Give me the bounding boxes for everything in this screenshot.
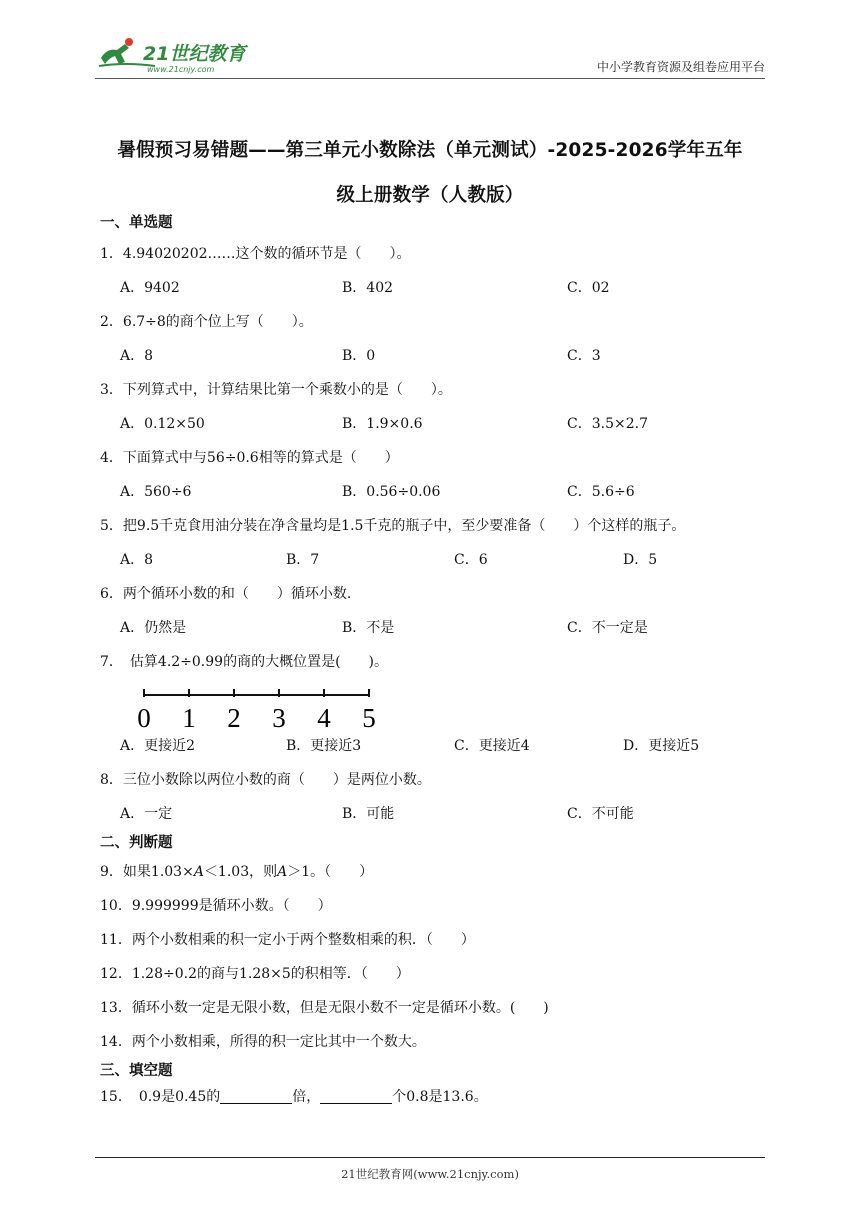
- question-1-options: [100, 271, 760, 305]
- number-line-label: 1: [182, 703, 196, 731]
- title-line-1: 暑假预习易错题——第三单元小数除法（单元测试）-2025-2026学年五年: [117, 140, 743, 161]
- section-heading-true-false: 二、判断题: [100, 835, 173, 851]
- number-line-svg: [133, 687, 383, 731]
- question-3: 3．下列算式中，计算结果比第一个乘数小的是（ ）。: [100, 382, 452, 398]
- option-d[interactable]: D．5: [623, 552, 658, 568]
- option-b[interactable]: B．0.56÷0.06: [342, 484, 441, 500]
- question-body: [100, 209, 760, 1111]
- question-2: 2．6.7÷8的商个位上写（ ）。: [100, 314, 313, 330]
- question-7: 7． 估算4.2÷0.99的商的大概位置是( )。: [100, 654, 388, 670]
- number-line-label: 3: [272, 703, 286, 731]
- option-a[interactable]: A．560÷6: [120, 484, 192, 500]
- question-4: 4．下面算式中与56÷0.6相等的算式是（ ）: [100, 450, 399, 466]
- option-d[interactable]: D．更接近5: [623, 738, 700, 754]
- question-8-options: [100, 797, 760, 831]
- section-heading-fill-in: 三、填空题: [100, 1063, 173, 1079]
- question-5-options: [100, 543, 760, 577]
- option-a[interactable]: A．8: [120, 552, 154, 568]
- question-9: [100, 855, 760, 889]
- question-7-options: [100, 729, 760, 763]
- option-b[interactable]: B．0: [342, 348, 376, 364]
- option-a[interactable]: A．0.12×50: [120, 416, 205, 432]
- answer-blank-1[interactable]: [220, 1087, 292, 1104]
- option-a[interactable]: A．一定: [120, 806, 173, 822]
- question-6-options: [100, 611, 760, 645]
- q9-text-post: ＞1。（ ）: [287, 864, 374, 880]
- q9-variable-a: A: [193, 864, 204, 880]
- option-c[interactable]: C．3.5×2.7: [567, 416, 648, 432]
- question-11: 11．两个小数相乘的积一定小于两个整数相乘的积．（ ）: [100, 932, 475, 948]
- q9-variable-a: A: [277, 864, 288, 880]
- page-header: [95, 34, 765, 79]
- question-1: 1．4.94020202……这个数的循环节是（ ）。: [100, 246, 411, 262]
- question-5: 5．把9.5千克食用油分装在净含量均是1.5千克的瓶子中，至少要准备（ ）个这样的瓶子。: [100, 518, 686, 534]
- question-2-options: [100, 339, 760, 373]
- option-a[interactable]: A．仍然是: [120, 620, 187, 636]
- option-a[interactable]: A．8: [120, 348, 154, 364]
- option-b[interactable]: B．可能: [342, 806, 395, 822]
- question-10: 10．9.999999是循环小数。（ ）: [100, 898, 332, 914]
- question-13: 13．循环小数一定是无限小数，但是无限小数不一定是循环小数。( ): [100, 1000, 549, 1016]
- page-title: [95, 128, 765, 218]
- answer-blank-2[interactable]: [320, 1087, 392, 1104]
- svg-text:21世纪教育: 21世纪教育: [143, 43, 246, 65]
- option-c[interactable]: C．不一定是: [567, 620, 648, 636]
- question-6: 6．两个循环小数的和（ ）循环小数.: [100, 586, 352, 602]
- option-b[interactable]: B．7: [286, 552, 320, 568]
- site-logo: [95, 36, 255, 76]
- question-15: [100, 1083, 760, 1111]
- option-c[interactable]: C．5.6÷6: [567, 484, 635, 500]
- q9-text-mid: ＜1.03，则: [203, 864, 278, 880]
- option-b[interactable]: B．402: [342, 280, 394, 296]
- option-c[interactable]: C．3: [567, 348, 601, 364]
- question-12: 12．1.28÷0.2的商与1.28×5的积相等．（ ）: [100, 966, 410, 982]
- option-b[interactable]: B．1.9×0.6: [342, 416, 423, 432]
- svg-text:www.21cnjy.com: www.21cnjy.com: [147, 65, 215, 74]
- number-line-figure: [100, 679, 760, 729]
- q15-text-2: 倍，: [292, 1089, 321, 1105]
- question-14: 14．两个小数相乘，所得的积一定比其中一个数大。: [100, 1034, 426, 1050]
- option-b[interactable]: B．更接近3: [286, 738, 362, 754]
- option-c[interactable]: C．更接近4: [454, 738, 530, 754]
- footer-divider: [95, 1157, 765, 1158]
- option-a[interactable]: A．更接近2: [120, 738, 196, 754]
- question-8: 8．三位小数除以两位小数的商（ ）是两位小数。: [100, 772, 431, 788]
- header-platform-text: 中小学教育资源及组卷应用平台: [596, 60, 765, 74]
- question-3-options: [100, 407, 760, 441]
- title-line-2: 级上册数学（人教版）: [336, 185, 524, 206]
- option-a[interactable]: A．9402: [120, 280, 180, 296]
- question-4-options: [100, 475, 760, 509]
- section-heading-single-choice: 一、单选题: [100, 215, 173, 231]
- q9-text-pre: 9．如果1.03×: [100, 864, 194, 880]
- option-c[interactable]: C．6: [454, 552, 488, 568]
- number-line-label: 2: [227, 703, 241, 731]
- number-line-label: 5: [362, 703, 376, 731]
- number-line-label: 4: [317, 703, 331, 731]
- option-c[interactable]: C．02: [567, 280, 610, 296]
- option-b[interactable]: B．不是: [342, 620, 395, 636]
- number-line-label: 0: [137, 703, 151, 731]
- q15-text-3: 个0.8是13.6。: [392, 1089, 488, 1105]
- page-footer: 21世纪教育网(www.21cnjy.com): [341, 1167, 519, 1181]
- q15-text-1: 15． 0.9是0.45的: [100, 1089, 221, 1105]
- option-c[interactable]: C．不可能: [567, 806, 634, 822]
